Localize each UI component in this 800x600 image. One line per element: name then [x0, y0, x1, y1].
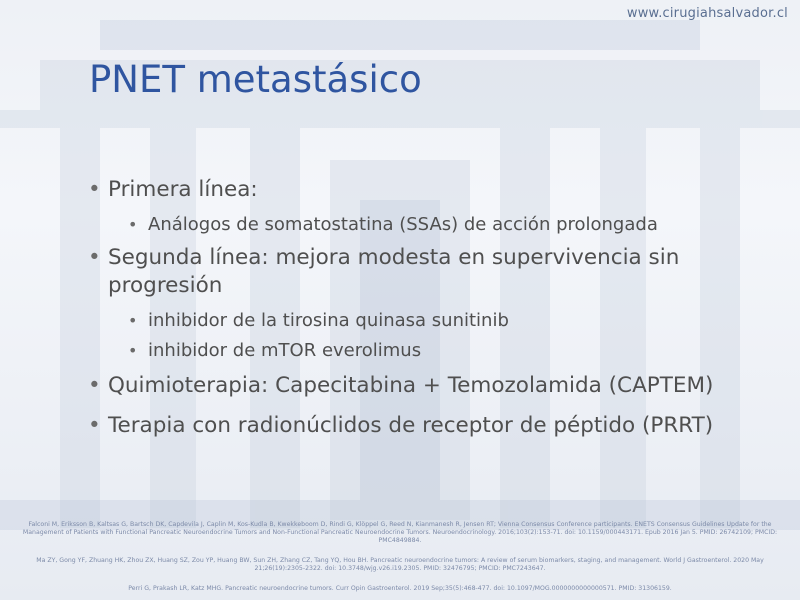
sub-bullet-ssas: • Análogos de somatostatina (SSAs) de acción prolongada	[108, 210, 768, 240]
reference-3: Perri G, Prakash LR, Katz MHG. Pancreatic neuroendocrine tumors. Curr Opin Gastroenterol. 2019 Sep;35(5):468-477. doi: 10.1097/MOG.0000000000000571. PMID: 31306159.	[128, 585, 672, 592]
sub-bullet-sunitinib: • inhibidor de la tirosina quinasa sunitinib	[108, 306, 768, 336]
sub-bullet-everolimus: • inhibidor de mTOR everolimus	[108, 336, 768, 366]
bullet-list	[88, 176, 768, 446]
reference-2: Ma ZY, Gong YF, Zhuang HK, Zhou ZX, Huang SZ, Zou YP, Huang BW, Sun ZH, Zhang CZ, Tang YQ, Hou BH. Pancreatic neuroendocrine tumors: A review of serum biomarkers, staging, and management. World J Gastroenterol. 2020 May 21;26(19):2305-2322. doi: 10.3748/wjg.v26.i19.2305. PMID: 32476795; PMCID: PMC7243647.	[36, 557, 764, 572]
site-url: www.cirugiahsalvador.cl	[626, 6, 788, 21]
bullet-prrt: • Terapia con radionúclidos de receptor de péptido (PRRT)	[88, 412, 768, 440]
bullet-quimioterapia: • Quimioterapia: Capecitabina + Temozolamida (CAPTEM)	[88, 372, 768, 400]
references	[0, 521, 800, 593]
reference-1: Falconi M, Eriksson B, Kaltsas G, Bartsch DK, Capdevila J, Caplin M, Kos-Kudla B, Kwekkeboom D, Rindi G, Klöppel G, Reed N, Kianmanesh R, Jensen RT; Vienna Consensus Conference participants. ENETS Consensus Guidelines Update for the Management of Patients with Functional Pancreatic Neuroendocrine Tumors and Non-Functional Pancreatic Neuroendocrine Tumors. Neuroendocrinology. 2016;103(2):153-71. doi: 10.1159/000443171. Epub 2016 Jan 5. PMID: 26742109; PMCID: PMC4849884.	[22, 521, 778, 544]
slide-title: PNET metastásico	[89, 58, 422, 101]
bullet-segunda-linea: • Segunda línea: mejora modesta en supervivencia sin progresión	[88, 244, 768, 300]
bullet-primera-linea: • Primera línea:	[88, 176, 768, 204]
